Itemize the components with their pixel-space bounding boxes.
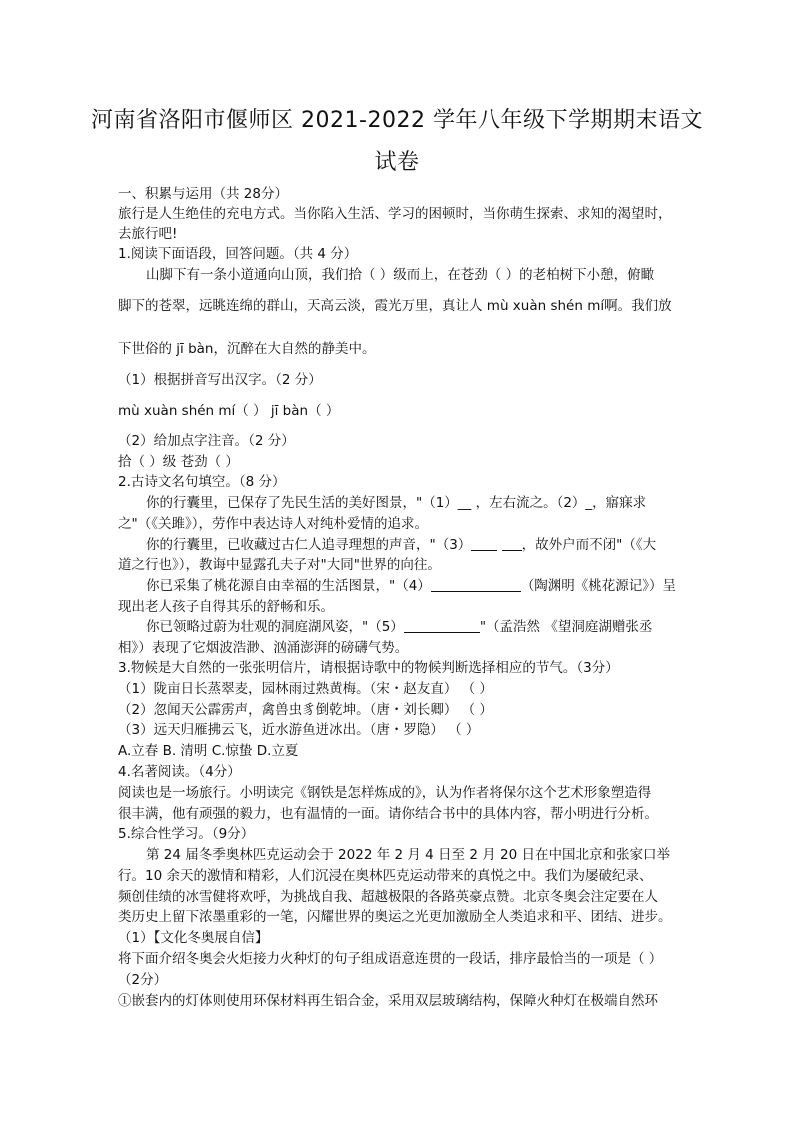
text-line: 类历史上留下浓墨重彩的一笔，闪耀世界的奥运之光更加激励全人类追求和平、团结、进步。 [118, 909, 672, 925]
text-line: 将下面介绍冬奥会火炬接力火种灯的句子组成语意连贯的一段话，排序最恰当的一项是（ ） [118, 951, 663, 967]
text-line: （2分） [118, 972, 168, 988]
poem-item: （3）远天归雁拂云飞，近水游鱼迸冰出。（唐・罗隐） （ ） [118, 722, 480, 738]
poem-fill-line: 现出老人孩子自得其乐的舒畅和乐。 [118, 599, 334, 615]
sub-question: （1）根据拼音写出汉字。（2 分） [118, 372, 322, 388]
sub-question: （1）【文化冬奥展自信】 [118, 930, 269, 946]
question-5-heading: 5.综合性学习。（9分） [118, 826, 255, 842]
passage-line: 脚下的苍翠，远眺连绵的群山，天高云淡，霞光万里，真让人 mù xuàn shén mí啊。我们放 [118, 298, 672, 314]
poem-fill-line: 之"（《关雎》），劳作中表达诗人对纯朴爱情的追求。 [118, 516, 428, 532]
question-1-heading: 1.阅读下面语段，回答问题。（共 4 分） [118, 246, 358, 262]
text-line: 旅行是人生绝佳的充电方式。当你陷入生活、学习的困顿时，当你萌生探索、求知的渴望时， [118, 206, 672, 222]
question-3-heading: 3.物候是大自然的一张张明信片，请根据诗歌中的物候判断选择相应的节气。（3分） [118, 660, 619, 676]
poem-fill-line: 你的行囊里，已保存了先民生活的美好图景，"（1）__ ，左右流之。（2）_，寤寐求 [146, 495, 647, 511]
fill-blank[interactable] [471, 536, 497, 551]
text-line: 很丰满，他有顽强的毅力，也有温情的一面。请你结合书中的具体内容，帮小明进行分析。 [118, 806, 658, 822]
text-line: 第 24 届冬季奥林匹克运动会于 2022 年 2 月 4 日至 2 月 20 日在中国北京和张家口举 [146, 847, 670, 863]
text-segment: 你已采集了桃花源自由幸福的生活图景，"（4） [146, 578, 431, 594]
fill-blank[interactable] [502, 536, 522, 551]
poem-fill-line [146, 576, 688, 596]
pinyin-answer-line: mù xuàn shén mí（ ） jī bàn（ ） [118, 403, 340, 419]
text-segment: ，故外户而不闭"（《大 [521, 537, 657, 553]
fill-blank[interactable] [431, 577, 521, 592]
question-4-heading: 4.名著阅读。（4分） [118, 764, 241, 780]
text-line: ①嵌套内的灯体则使用环保材料再生铝合金，采用双层玻璃结构，保障火种灯在极端自然环 [118, 993, 658, 1009]
doc-title-line2: 试卷 [374, 150, 420, 175]
poem-fill-line: 相》）表现了它烟波浩渺、汹涌澎湃的磅礴气势。 [118, 640, 409, 656]
text-line: 去旅行吧! [118, 226, 178, 242]
text-segment: "（孟浩然 《望洞庭湖赠张丞 [479, 619, 653, 635]
poem-fill-line [146, 535, 688, 555]
text-line: 频创佳绩的冰雪健将欢呼，为挑战自我、超越极限的各路英豪点赞。北京冬奥会注定要在人 [118, 889, 658, 905]
poem-fill-line: 道之行也》），教诲中显露孔夫子对"大同"世界的向往。 [118, 557, 441, 573]
passage-line: 下世俗的 jī bàn，沉醉在大自然的静美中。 [118, 341, 376, 357]
text-segment: （陶渊明《桃花源记》）呈 [520, 578, 677, 594]
section-heading: 一、积累与运用（共 28分） [118, 186, 288, 202]
question-2-heading: 2.古诗文名句填空。（8 分） [118, 474, 286, 490]
text-line: 阅读也是一场旅行。小明读完《钢铁是怎样炼成的》，认为作者将保尔这个艺术形象塑造得 [118, 785, 652, 801]
poem-item: （1）陇亩日长蒸翠麦，园林雨过熟黄梅。（宋・赵友直） （ ） [118, 681, 493, 697]
sub-question: （2）给加点字注音。（2 分） [118, 433, 295, 449]
poem-item: （2）忽闻天公霹雳声，禽兽虫豸倒乾坤。（唐・刘长卿） （ ） [118, 702, 493, 718]
poem-fill-line [146, 617, 688, 637]
fill-blank[interactable] [404, 618, 480, 633]
doc-title-line1: 河南省洛阳市偃师区 2021-2022 学年八年级下学期期末语文 [91, 108, 703, 133]
text-line: 行。10 余天的激情和精彩，人们沉浸在奥林匹克运动带来的真悦之中。我们为屡破纪录、 [118, 868, 653, 884]
text-segment: 你的行囊里，已收藏过古仁人追寻理想的声音，"（3） [146, 537, 472, 553]
passage-line: 山脚下有一条小道通向山顶，我们拾（ ）级而上，在苍劲（ ）的老柏树下小憩，俯瞰 [146, 267, 655, 283]
text-segment: 你已领略过蔚为壮观的洞庭湖风姿，"（5） [146, 619, 404, 635]
options-line: A.立春 B. 清明 C.惊蛰 D.立夏 [118, 743, 299, 759]
answer-line: 拾（ ）级 苍劲（ ） [118, 454, 239, 470]
